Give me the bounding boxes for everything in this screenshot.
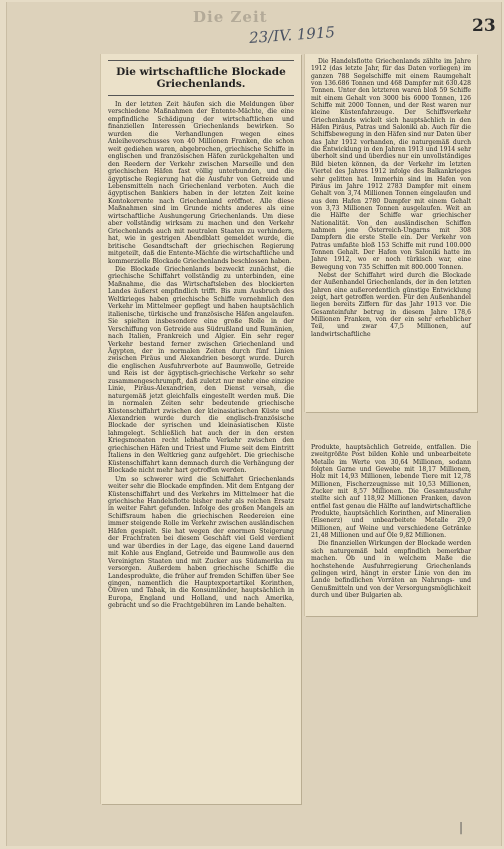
masthead: Die Zeit: [193, 8, 268, 26]
clipping-right-column-top: [305, 54, 477, 412]
right-column-top-body: [311, 58, 471, 338]
handwritten-date: 23/IV. 1915: [248, 23, 336, 47]
paragraph: Die Handelsflotte Griechenlands zählte im Jahre 1912 (das letzte Jahr, für das Daten vorliegen) im ganzen 788 Segelschiffe mit einem Raumgehalt von 136.686 Tonnen und 468 Dampfer mit 630.428 Tonnen. Unter den letzteren waren bloß 59 Schiffe mit einem Gehalt von 3000 bis 6000 Tonnen, 126 Schiffe mit 2000 Tonnen, und der Rest waren nur kleine Küstenfahrzeuge. Der Schiffsverkehr Griechenlands wickelt sich hauptsächlich in den Häfen Piräus, Patras und Saloniki ab. Auch für die Schiffsbewegung in den Häfen sind nur Daten über das Jahr 1912 vorhanden, die naturgemäß durch die Entwicklung in den Jahren 1913 und 1914 sehr überholt sind und überdies nur ein unvollständiges Bild bieten können, da der Verkehr im letzten Viertel des Jahres 1912 infolge des Balkankrieges sehr gelitten hat. Immerhin sind im Hafen von Piräus im Jahre 1912 2783 Dampfer mit einem Gehalt von 3,74 Millionen Tonnen eingelaufen und aus dem Hafen 2780 Dampfer mit einem Gehalt von 3,73 Millionen Tonnen ausgelaufen. Weit an die Hälfte der Schiffe war griechischer Nationalität. Von den ausländischen Schiffen nahmen jene Österreich-Ungarns mit 308 Dampfern die erste Stelle ein. Der Verkehr von Patras umfaßte bloß 153 Schiffe mit rund 100.000 Tonnen Gehalt. Der Hafen von Saloniki hatte im Jahre 1912, wo er noch türkisch war, eine Bewegung von 735 Schiffen mit 800.000 Tonnen.: [311, 58, 471, 271]
paragraph: Die finanziellen Wirkungen der Blockade werden sich naturgemäß bald empfindlich bemerkbar machen. Ob und in welchem Maße die hochstehende Ausfuhrregierung Griechenlands gelingen wird, hängt in erster Linie von den im Lande befindlichen Vorräten an Nahrungs- und Genußmitteln und von der Versorgungsmöglichkeit durch und über Bulgarien ab.: [311, 540, 471, 599]
paragraph: In der letzten Zeit häufen sich die Meldungen über verschiedene Maßnahmen der Entente-Mächte, die eine empfindliche Schädigung der wirtschaftlichen und finanziellen Interessen Griechenlands bewirken. So wurden die Verhandlungen wegen eines Anleihevorschusses von 40 Millionen Franken, die schon weit gediehen waren, abgebrochen, griechische Schiffe in englischen und französischen Häfen zurückgehalten und den Reedern der Verkehr zwischen Marseille und den griechischen Häfen fast völlig unterbunden, und die ägyptische Regierung hat die Ausfuhr von Getreide und Lebensmitteln nach Griechenland verboten. Auch die ägyptischen Bankiers haben in der letzten Zeit keine Kontokorrente nach Griechenland eröffnet. Alle diese Maßnahmen sind im Grunde nichts anderes als eine wirtschaftliche Aushungerung Griechenlands. Um diese aber vollständig wirksam zu machen und den Verkehr Griechenlands auch mit neutralen Staaten zu verhindern, hat, wie in gestrigen Abendblatt gemeldet wurde, die britische Gesandtschaft der griechischen Regierung mitgeteilt, daß die Entente-Mächte die wirtschaftliche und kommerzielle Blockade Griechenlands beschlossen haben.: [108, 101, 294, 265]
newspaper-sheet: [6, 2, 502, 846]
right-column-bottom-body: [311, 444, 471, 599]
page-number: 23: [472, 16, 496, 36]
paragraph: Produkte, hauptsächlich Getreide, entfallen. Die zweitgrößte Post bilden Kohle und unbearbeitete Metalle im Werte von 30,64 Millionen, sodann folgten Garne und Gewebe mit 18,17 Millionen, Holz mit 14,93 Millionen, lebende Tiere mit 12,78 Millionen, Fischerzeugnisse mit 10,53 Millionen, Zucker mit 8,57 Millionen. Die Gesamtausfuhr stellte sich auf 118,92 Millionen Franken, davon entfiel fast genau die Hälfte auf landwirtschaftliche Produkte, hauptsächlich Korinthen, auf Mineralien (Eisenerz) und unbearbeitete Metalle 29,0 Millionen, auf Weine und verschiedene Getränke 21,48 Millionen und auf Öle 9,82 Millionen.: [311, 444, 471, 540]
margin-mark: |: [459, 820, 464, 834]
left-column-body: [108, 101, 294, 610]
top-rule: [108, 60, 294, 61]
clipping-right-column-bottom: [305, 440, 477, 616]
paragraph: Nebst der Schiffahrt wird durch die Blockade der Außenhandel Griechenlands, der in den letzten Jahren eine außerordentlich günstige Entwicklung zeigt, hart getroffen werden. Für den Außenhandel liegen bereits Ziffern für das Jahr 1913 vor. Die Gesamteinfuhr betrug in diesem Jahre 178,6 Millionen Franken, von der ein sehr erheblicher Teil, und zwar 47,5 Millionen, auf landwirtschaftliche: [311, 271, 471, 338]
headline-rule: [108, 95, 294, 96]
paragraph: Um so schwerer wird die Schiffahrt Griechenlands weiter sehr die Blockade empfinden. Mit dem Entgang der Küstenschiffahrt und des Verkehrs im Mittelmeer hat die griechische Handelsflotte bisher mehr als reichen Ersatz in weiter Fahrt gefunden. Infolge des großen Mangels an Schiffsraum haben die griechischen Reedereien eine immer steigende Rolle im Verkehr zwischen ausländischen Häfen gespielt. Sie hat wegen der enormen Steigerung der Frachtraten bei diesem Geschäft viel Geld verdient und war überdies in der Lage, das eigene Land dauernd mit Kohle aus England, Getreide und Baumwolle aus den Vereinigten Staaten und mit Zucker aus Südamerika zu versorgen. Außerdem haben griechische Schiffe die Landesprodukte, die früher auf fremden Schiffen über See gingen, namentlich die Hauptexportartikel Korinthen, Oliven und Tabak, in die Konsumländer, hauptsächlich in Europa, England und Holland, und nach Amerika, gebracht und so die Frachtgebühren im Lande behalten.: [108, 475, 294, 610]
clipping-left-column: [101, 54, 301, 804]
paragraph: Die Blockade Griechenlands bezweckt zunächst, die griechische Schiffahrt vollständig zu unterbinden, eine Maßnahme, die das Wirtschaftsleben des blockierten Landes äußerst empfindlich trifft. Bis zum Ausbruch des Weltkrieges haben griechische Schiffe vornehmlich den Verkehr im Mittelmeer gepflegt und haben hauptsächlich italienische, türkische und französische Häfen angelaufen. Sie spielten insbesondere eine große Rolle in der Verschiffung von Getreide aus Südrußland und Rumänien, nach Italien, Frankreich und Algier. Ein sehr reger Verkehr bestand ferner zwischen Griechenland und Ägypten, der in normalen Zeiten durch fünf Linien zwischen Piräus und Alexandrien besorgt wurde. Durch die englischen Ausfuhrverbote auf Baumwolle, Getreide und Reis ist der ägyptisch-griechische Verkehr so sehr zusammengeschrumpft, daß zuletzt nur mehr eine einzige Linie, Piräus-Alexandrien, den Dienst versah, die naturgemäß jetzt gleichfalls eingestellt werden muß. Die in normalen Zeiten sehr bedeutende griechische Küstenschiffahrt zwischen der kleinasiatischen Küste und Alexandrien wurde durch die englisch-französische Blockade der syrischen und kleinasiatischen Küste lahmgelegt. Schließlich hat auch der in den ersten Kriegsmonaten recht lebhafte Verkehr zwischen den griechischen Häfen und Triest und Fiume seit dem Eintritt Italiens in den Weltkrieg ganz aufgehört. Die griechische Küstenschiffahrt kann demnach durch die Verhängung der Blockade nicht mehr hart getroffen werden.: [108, 265, 294, 475]
article-headline: Die wirtschaftliche Blockade Griechenlands.: [116, 66, 286, 90]
